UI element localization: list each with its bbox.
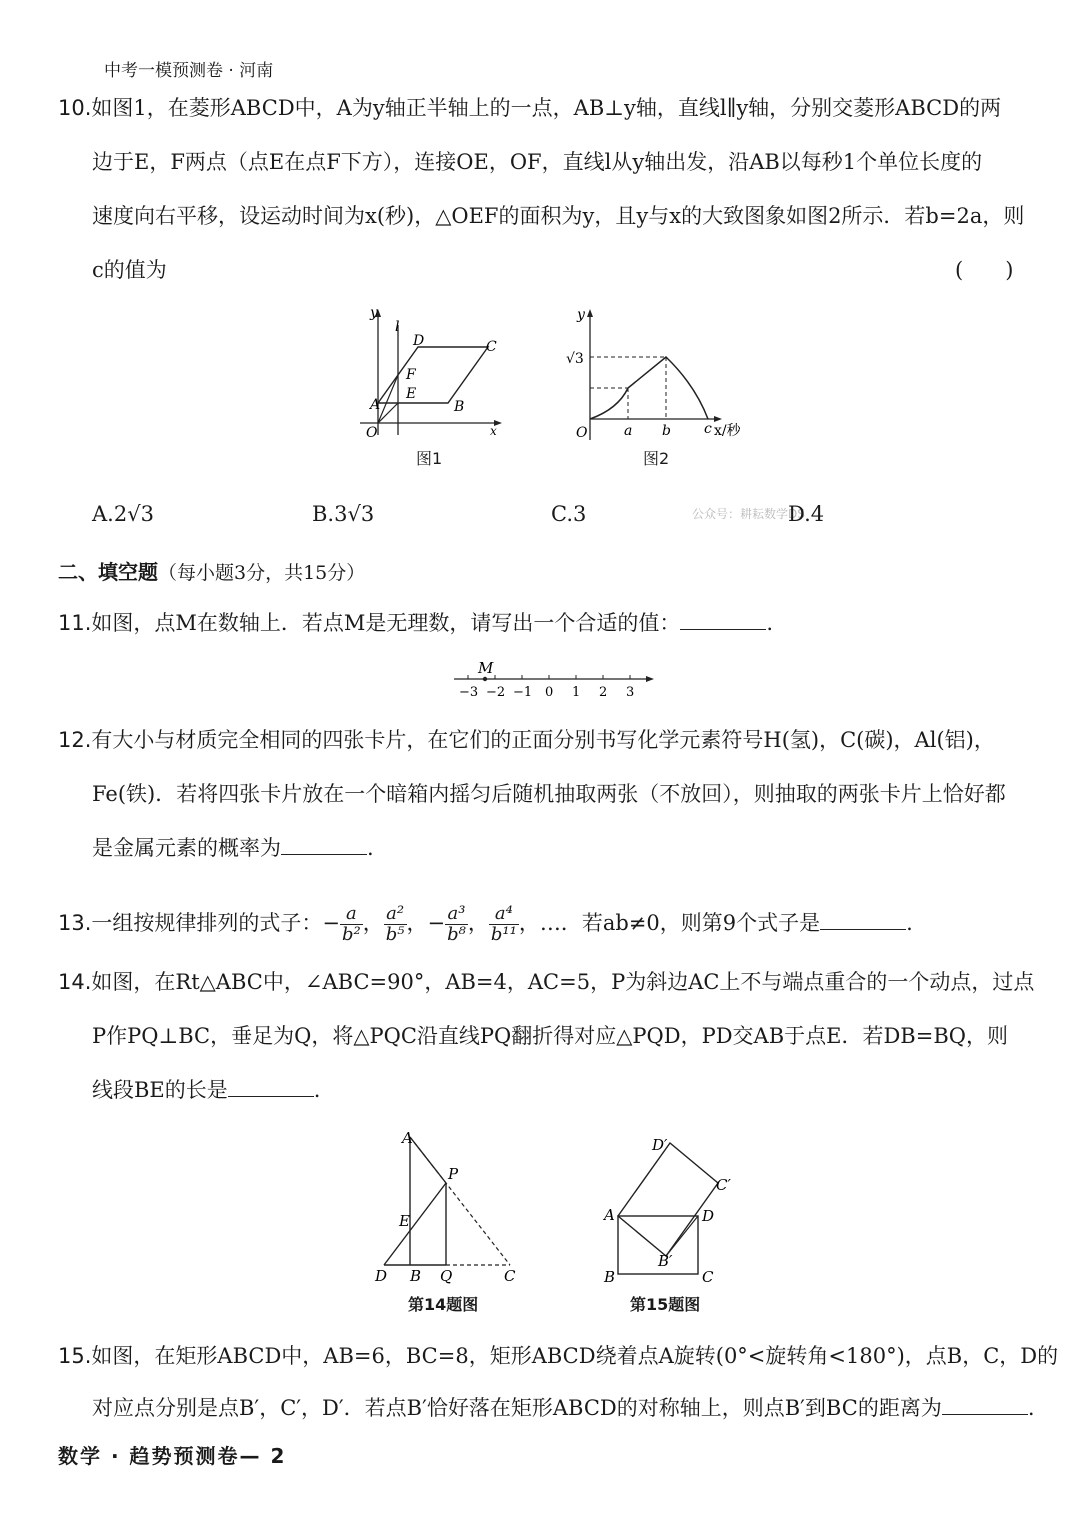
q15-text-2: 对应点分别是点B′，C′，D′．若点B′恰好落在矩形ABCD的对称轴上，则点B′到BC的距离为 (92, 1396, 942, 1420)
q15-figure (596, 1130, 746, 1288)
q14-number: 14. (58, 970, 92, 994)
q13-term-2-num: a² (384, 904, 407, 925)
q11-tick-3: 3 (626, 685, 635, 700)
fig1-label-D: D (413, 333, 425, 349)
q12-answer-blank[interactable] (281, 836, 367, 855)
fig2-label-a: a (624, 423, 633, 439)
q13-term-4-num: a⁴ (489, 904, 519, 925)
q13-term-1-den: b² (342, 924, 361, 945)
q10-text-1: 如图1，在菱形ABCD中，A为y轴正半轴上的一点，AB⊥y轴，直线l∥y轴，分别交菱形ABCD的两 (91, 96, 1002, 120)
q11-point-m-label: M (478, 659, 494, 677)
q10-line-3: 速度向右平移，设运动时间为x(秒)，△OEF的面积为y，且y与x的大致图象如图2所示．若b=2a，则 (92, 204, 1025, 228)
q14-line-2: P作PQ⊥BC，垂足为Q，将△PQC沿直线PQ翻折得对应△PQD，PD交AB于点E．若DB=BQ，则 (92, 1024, 1008, 1048)
q11-tick--1: −1 (513, 685, 533, 700)
q14-text-1: 如图，在Rt△ABC中，∠ABC=90°，AB=4，AC=5，P为斜边AC上不与端点重合的一个动点，过点 (91, 970, 1035, 994)
q10-line-4: c的值为 (92, 258, 167, 282)
q13-term-4-den: b¹¹ (490, 924, 517, 945)
fig1-label-O: O (366, 425, 378, 441)
q15-end: . (1027, 1396, 1035, 1420)
q14-line-3 (92, 1076, 320, 1104)
q10-answer-paren: ( ) (955, 258, 1014, 282)
q12-text-1: 有大小与材质完全相同的四张卡片，在它们的正面分别书写化学元素符号H(氢)，C(碳)，Al(铝)， (91, 728, 995, 752)
q14-fig-label-A: A (402, 1129, 413, 1147)
q10-line-2: 边于E，F两点（点E在点F下方），连接OE，OF，直线l从y轴出发，沿AB以每秒1个单位长度的 (92, 150, 983, 174)
q15-fig-label-A: A (604, 1206, 615, 1224)
q13-answer-blank[interactable] (820, 911, 906, 930)
q15-number: 15. (58, 1344, 92, 1368)
fig1-label-l: l (395, 319, 400, 335)
fig2-label-x: x/秒 (714, 423, 741, 439)
watermark: 公众号：耕耘数学DS (692, 507, 805, 521)
q10-option-a: A.2√3 (92, 502, 154, 526)
q14-fig-label-D: D (375, 1267, 388, 1285)
q15-fig-label-C: C (702, 1268, 714, 1286)
q14-fig-label-C: C (504, 1267, 516, 1285)
q14-fig-label-P: P (448, 1165, 459, 1183)
q12-end: . (367, 836, 374, 860)
q13-term-3 (445, 904, 468, 945)
q15-fig-label-C1: C′ (716, 1176, 731, 1194)
q13-term-4 (489, 904, 519, 945)
q11-answer-blank[interactable] (680, 611, 766, 630)
fig1-label-A: A (370, 397, 381, 413)
fig1-label-B: B (454, 399, 465, 415)
section-2-note: （每小题3分，共15分） (158, 562, 366, 584)
fig1-label-C: C (486, 339, 497, 355)
fig2-label-y: y (577, 307, 585, 323)
q12-line-1 (58, 726, 995, 754)
q13-number: 13. (58, 911, 92, 935)
q12-number: 12. (58, 728, 92, 752)
q11-tick--2: −2 (486, 685, 506, 700)
q10-option-d: D.4 (788, 502, 825, 526)
q10-number: 10. (58, 96, 92, 120)
q10-figure-1 (350, 305, 510, 450)
q14-figure (370, 1125, 530, 1285)
q13-term-1-num: a (340, 904, 363, 925)
q14-text-3: 线段BE的长是 (92, 1078, 228, 1102)
q13-term-3-num: a³ (445, 904, 468, 925)
fig2-label-sqrt3: √3 (566, 351, 584, 367)
fig1-label-F: F (406, 367, 416, 383)
q14-figure-caption: 第14题图 (408, 1295, 479, 1314)
q13-term-2-sign: ， (362, 911, 384, 935)
page-footer: 数学 · 趋势预测卷— 2 (58, 1444, 287, 1468)
q13-term-3-den: b⁸ (447, 924, 466, 945)
page-header: 中考一模预测卷 · 河南 (104, 61, 274, 81)
q10-figure-2 (560, 305, 760, 450)
q11-number: 11. (58, 611, 92, 635)
q10-option-b: B.3√3 (312, 502, 375, 526)
q12-text-3: 是金属元素的概率为 (92, 836, 281, 860)
q11-text: 如图，点M在数轴上．若点M是无理数，请写出一个合适的值： (91, 611, 681, 635)
q14-fig-label-B: B (410, 1267, 422, 1285)
q15-fig-label-B1: B′ (658, 1252, 673, 1270)
q13-suffix: ，…．若ab≠0，则第9个式子是 (518, 911, 821, 935)
q11-end: . (766, 611, 774, 635)
q15-fig-label-B: B (604, 1268, 616, 1286)
q10-figure-1-caption: 图1 (416, 449, 443, 468)
q15-line-1 (58, 1342, 1058, 1370)
fig2-label-c: c (704, 421, 712, 437)
q13-term-4-sign: ， (467, 911, 489, 935)
section-2-title: 二、填空题 (58, 560, 158, 584)
fig1-label-x: x (490, 424, 497, 438)
q14-fig-label-E: E (399, 1212, 410, 1230)
fig2-label-O: O (576, 425, 588, 441)
q15-fig-label-D1: D′ (652, 1136, 668, 1154)
q10-line-1 (58, 94, 1001, 122)
q13-term-1-sign: − (322, 911, 341, 935)
q11-tick-2: 2 (599, 685, 608, 700)
q15-text-1: 如图，在矩形ABCD中，AB=6，BC=8，矩形ABCD绕着点A旋转(0°<旋转角<180°)，点B，C，D的 (91, 1344, 1059, 1368)
q11-tick-0: 0 (545, 685, 554, 700)
q13-term-3-sign: ，− (406, 911, 446, 935)
section-2-heading (58, 556, 365, 585)
fig2-label-b: b (662, 423, 671, 439)
fig1-label-E: E (406, 386, 417, 402)
q14-answer-blank[interactable] (228, 1078, 314, 1097)
q13-prefix: 一组按规律排列的式子： (91, 911, 323, 935)
q12-line-2: Fe(铁)．若将四张卡片放在一个暗箱内摇匀后随机抽取两张（不放回），则抽取的两张卡片上恰好都 (92, 782, 1006, 806)
q13-term-2 (384, 904, 407, 945)
q15-fig-label-D: D (702, 1207, 715, 1225)
q10-option-c: C.3 (551, 502, 587, 526)
q13-line (58, 900, 913, 946)
q11-tick--3: −3 (459, 685, 479, 700)
q11-number-line (450, 658, 660, 700)
q13-term-1 (340, 904, 363, 945)
q15-line-2 (92, 1394, 1035, 1422)
q13-term-2-den: b⁵ (385, 924, 405, 945)
q14-end: . (313, 1078, 321, 1102)
q14-line-1 (58, 968, 1034, 996)
q13-end: . (906, 911, 913, 935)
q10-figure-2-caption: 图2 (643, 449, 670, 468)
q14-fig-label-Q: Q (440, 1267, 453, 1285)
q15-answer-blank[interactable] (942, 1396, 1028, 1415)
q15-figure-caption: 第15题图 (630, 1295, 701, 1314)
q12-line-3 (92, 834, 374, 862)
q11-tick-1: 1 (572, 685, 581, 700)
fig1-label-y: y (370, 305, 378, 321)
q11-line (58, 609, 773, 637)
